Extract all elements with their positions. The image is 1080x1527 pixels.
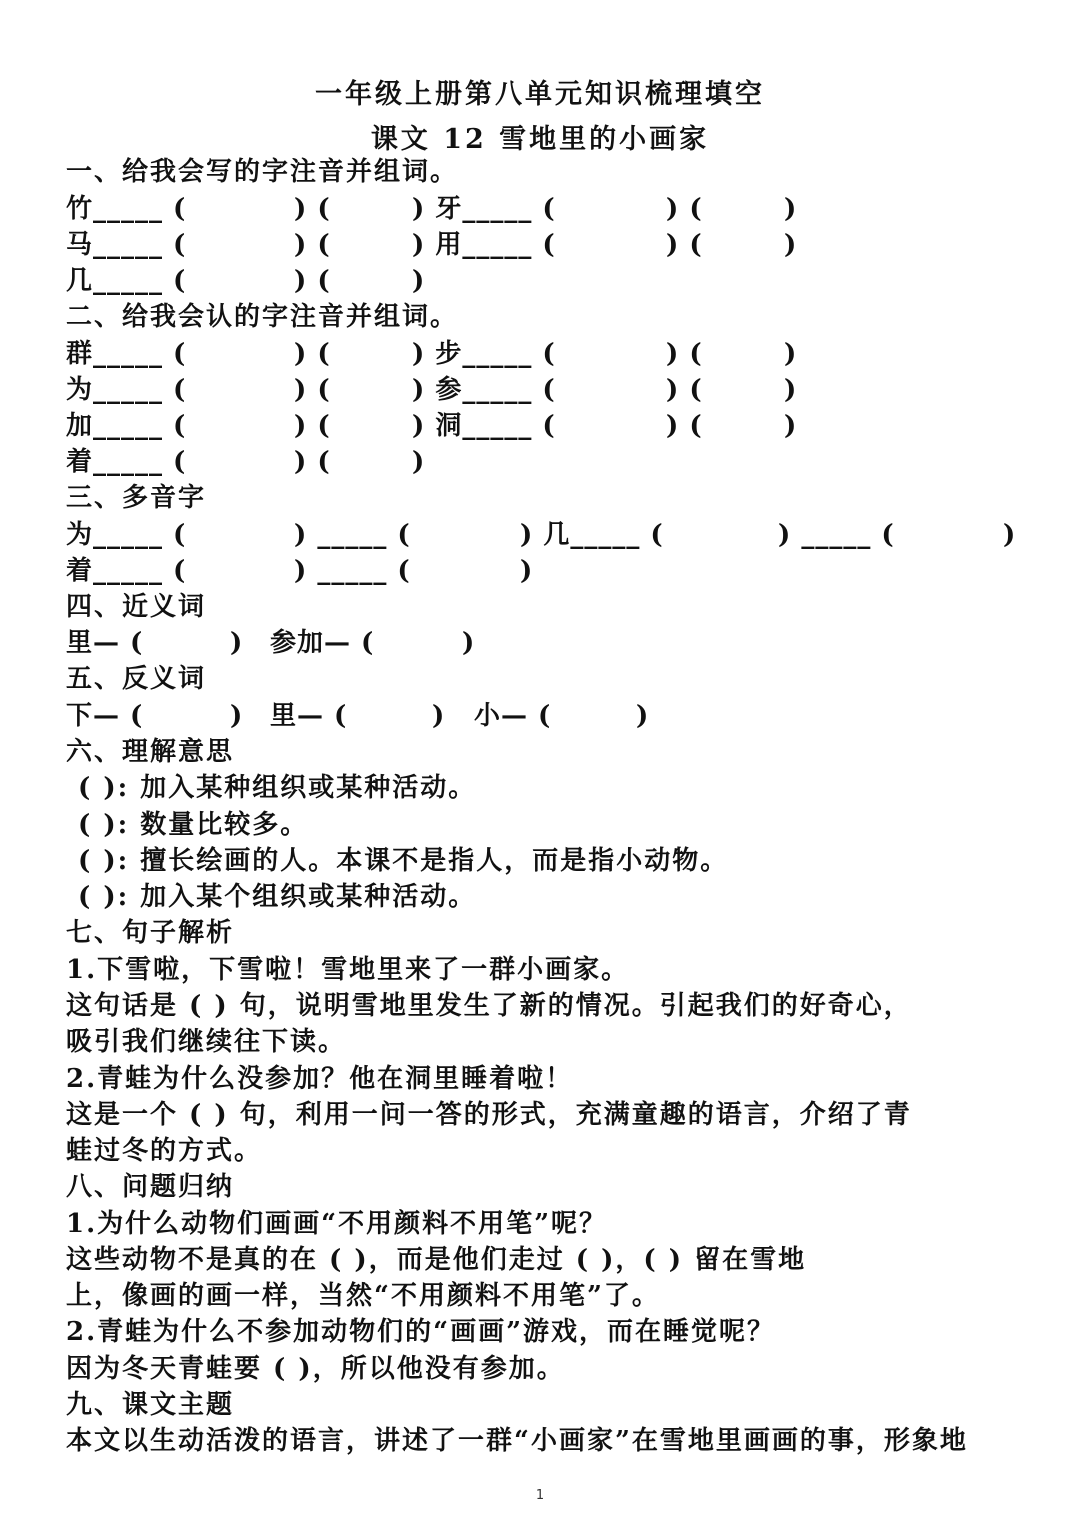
page-number: 1: [535, 1488, 545, 1503]
row-cell: 加_____ (: [66, 411, 187, 441]
sentence-answer-2-line-1: 这是一个 ( ) 句，利用一问一答的形式，充满童趣的语言，介绍了青: [66, 1100, 912, 1130]
row-cell: ): [784, 194, 798, 224]
section-6-heading: 六、理解意思: [66, 737, 235, 767]
row-cell: ) _____ (: [778, 520, 895, 550]
row-cell: ) 步_____ (: [412, 339, 556, 369]
sentence-answer-1-line-2: 吸引我们继续往下读。: [66, 1027, 347, 1057]
row-cell: ) (: [294, 411, 331, 441]
row-cell: ) (: [294, 230, 331, 260]
section-9-heading: 九、课文主题: [66, 1390, 235, 1420]
row-cell: ) (: [666, 339, 703, 369]
page-title: 一年级上册第八单元知识梳理填空: [315, 79, 765, 110]
row-cell: ) (: [294, 266, 331, 296]
row-cell: 着_____ (: [66, 556, 187, 586]
row-cell: 下— (: [66, 701, 144, 731]
row-cell: ) _____ (: [294, 520, 411, 550]
row-cell: ): [412, 266, 426, 296]
row-cell: ) (: [294, 375, 331, 405]
section-4-heading: 四、近义词: [66, 592, 207, 622]
row-cell: 为_____ (: [66, 375, 187, 405]
row-cell: ) _____ (: [294, 556, 411, 586]
row-cell: ): [412, 447, 426, 477]
row-cell: 为_____ (: [66, 520, 187, 550]
row-cell: ): [784, 375, 798, 405]
row-cell: 里— (: [270, 701, 348, 731]
row-cell: ) (: [294, 447, 331, 477]
row-cell: ) (: [666, 230, 703, 260]
row-cell: 几_____ (: [66, 266, 187, 296]
summary-answer-1-line-1: 这些动物不是真的在 ( )，而是他们走过 ( )，( ) 留在雪地: [66, 1245, 807, 1275]
row-cell: ): [432, 701, 446, 731]
row-cell: ) 参_____ (: [412, 375, 556, 405]
summary-question-1: 1.为什么动物们画画“不用颜料不用笔”呢？: [66, 1209, 608, 1239]
definition-item-4: ( ): 加入某个组织或某种活动。: [78, 882, 477, 912]
section-8-heading: 八、问题归纳: [66, 1172, 235, 1202]
definition-item-2: ( ): 数量比较多。: [78, 810, 309, 840]
row-cell: ): [784, 230, 798, 260]
row-cell: ): [230, 628, 244, 658]
row-cell: 参加— (: [270, 628, 375, 658]
row-cell: ) (: [294, 339, 331, 369]
section-7-heading: 七、句子解析: [66, 918, 235, 948]
row-cell: 马_____ (: [66, 230, 187, 260]
summary-answer-2-line-1: 因为冬天青蛙要 ( )，所以他没有参加。: [66, 1354, 565, 1384]
row-cell: 着_____ (: [66, 447, 187, 477]
row-cell: 群_____ (: [66, 339, 187, 369]
section-5-heading: 五、反义词: [66, 664, 207, 694]
row-cell: ): [520, 556, 534, 586]
row-cell: ): [230, 701, 244, 731]
row-cell: 竹_____ (: [66, 194, 187, 224]
lesson-subtitle: 课文 12 雪地里的小画家: [370, 124, 710, 155]
row-cell: ) 用_____ (: [412, 230, 556, 260]
summary-answer-1-line-2: 上，像画的画一样，当然“不用颜料不用笔”了。: [66, 1281, 660, 1311]
section-2-heading: 二、给我会认的字注音并组词。: [66, 302, 459, 332]
row-cell: ) (: [666, 411, 703, 441]
sentence-question-2: 2.青蛙为什么没参加？他在洞里睡着啦！: [66, 1064, 574, 1094]
row-cell: ) 牙_____ (: [412, 194, 556, 224]
row-cell: ): [462, 628, 476, 658]
summary-question-2: 2.青蛙为什么不参加动物们的“画画”游戏，而在睡觉呢？: [66, 1317, 776, 1347]
row-cell: ) 洞_____ (: [412, 411, 556, 441]
sentence-answer-1-line-1: 这句话是 ( ) 句，说明雪地里发生了新的情况。引起我们的好奇心，: [66, 991, 912, 1021]
sentence-question-1: 1.下雪啦，下雪啦！雪地里来了一群小画家。: [66, 955, 630, 985]
row-cell: ) 几_____ (: [520, 520, 664, 550]
section-3-heading: 三、多音字: [66, 483, 207, 513]
row-cell: 小— (: [474, 701, 552, 731]
row-cell: ): [784, 339, 798, 369]
row-cell: 里— (: [66, 628, 144, 658]
row-cell: ): [636, 701, 650, 731]
sentence-answer-2-line-2: 蛙过冬的方式。: [66, 1136, 263, 1166]
row-cell: ): [784, 411, 798, 441]
row-cell: ): [1003, 520, 1017, 550]
row-cell: ) (: [294, 194, 331, 224]
section-1-heading: 一、给我会写的字注音并组词。: [66, 157, 459, 187]
definition-item-1: ( ): 加入某种组织或某种活动。: [78, 773, 477, 803]
theme-line-1: 本文以生动活泼的语言，讲述了一群“小画家”在雪地里画画的事，形象地: [66, 1426, 968, 1456]
row-cell: ) (: [666, 375, 703, 405]
row-cell: ) (: [666, 194, 703, 224]
definition-item-3: ( ): 擅长绘画的人。本课不是指人，而是指小动物。: [78, 846, 729, 876]
